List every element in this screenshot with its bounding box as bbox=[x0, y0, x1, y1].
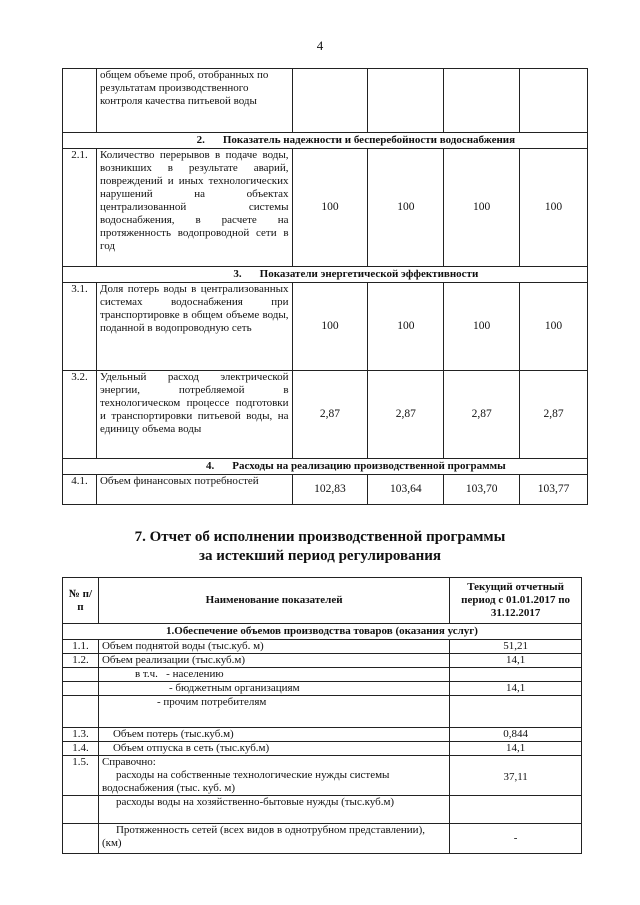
row-number: 3.2. bbox=[63, 371, 97, 459]
row-number: 3.1. bbox=[63, 283, 97, 371]
indicator-name: Объем реализации (тыс.куб.м) bbox=[98, 654, 449, 668]
section-heading-line2: за истекший период регулирования bbox=[198, 548, 442, 564]
table-row bbox=[63, 654, 582, 668]
indicator-name: Протяженность сетей (всех видов в однотрубном представлении), (км) bbox=[98, 824, 449, 854]
value-cell: 100 bbox=[444, 149, 520, 267]
indicator-text: Количество перерывов в подаче воды, возникших в результате аварий, повреждений и иных технологических нарушений на объектах централизованной системы водоснабжения, в расчете на протяженность водопроводной сети в год bbox=[96, 149, 292, 267]
table-header-row bbox=[63, 578, 582, 624]
section-number: 3. bbox=[233, 268, 242, 280]
table-row bbox=[63, 149, 588, 267]
table-row bbox=[63, 696, 582, 728]
table-row bbox=[63, 69, 588, 133]
indicator-name: - бюджетным организациям bbox=[98, 682, 449, 696]
value-cell: 2,87 bbox=[368, 371, 444, 459]
indicators-table bbox=[62, 68, 588, 505]
value-cell: 14,1 bbox=[450, 682, 582, 696]
value-cell: 103,64 bbox=[368, 475, 444, 505]
row-number: 1.5. bbox=[63, 756, 99, 796]
indicator-text: Доля потерь воды в централизованных системах водоснабжения при транспортировке в общем объеме воды, поданной в водопроводную сеть bbox=[96, 283, 292, 371]
value-cell: 100 bbox=[368, 149, 444, 267]
value-cell: 102,83 bbox=[292, 475, 368, 505]
indicator-text: Объем финансовых потребностей bbox=[96, 475, 292, 505]
value-cell: 51,21 bbox=[450, 640, 582, 654]
table-row bbox=[63, 824, 582, 854]
value-cell: 2,87 bbox=[444, 371, 520, 459]
value-cell: 14,1 bbox=[450, 654, 582, 668]
value-cell bbox=[450, 696, 582, 728]
table-row bbox=[63, 371, 588, 459]
section-title: Показатели энергетической эффективности bbox=[259, 268, 479, 280]
indicator-name: в т.ч. - населению bbox=[98, 668, 449, 682]
table-row bbox=[63, 742, 582, 756]
row-number: 4.1. bbox=[63, 475, 97, 505]
value-cell: 103,70 bbox=[444, 475, 520, 505]
row-number: 1.2. bbox=[63, 654, 99, 668]
section-row bbox=[63, 133, 588, 149]
indicator-text: Удельный расход электрической энергии, потребляемой в технологическом процессе подготовки и транспортировки питьевой воды, на единицу объема воды bbox=[96, 371, 292, 459]
value-cell: 100 bbox=[520, 149, 588, 267]
section-title: Показатель надежности и бесперебойности водоснабжения bbox=[222, 134, 516, 146]
header-name: Наименование показателей bbox=[98, 578, 449, 624]
table-row bbox=[63, 475, 588, 505]
value-cell: 14,1 bbox=[450, 742, 582, 756]
indicator-name: - прочим потребителям bbox=[98, 696, 449, 728]
report-table bbox=[62, 577, 582, 854]
value-cell: 0,844 bbox=[450, 728, 582, 742]
header-period: Текущий отчетный период с 01.01.2017 по 31.12.2017 bbox=[450, 578, 582, 624]
indicator-name: Объем потерь (тыс.куб.м) bbox=[98, 728, 449, 742]
indicator-title: Справочно: bbox=[101, 756, 156, 768]
section-title: Расходы на реализацию производственной программы bbox=[232, 460, 506, 472]
value-cell: 103,77 bbox=[520, 475, 588, 505]
section-number: 2. bbox=[196, 134, 205, 146]
section-row bbox=[63, 459, 588, 475]
row-number: 1.4. bbox=[63, 742, 99, 756]
value-cell: 100 bbox=[292, 283, 368, 371]
section-title: 1.Обеспечение объемов производства товаров (оказания услуг) bbox=[63, 624, 582, 640]
indicator-text: общем объеме проб, отобранных по результатам производственного контроля качества питьевой воды bbox=[96, 69, 292, 133]
value-cell: 100 bbox=[444, 283, 520, 371]
row-number: 1.1. bbox=[63, 640, 99, 654]
indicator-name: Объем поднятой воды (тыс.куб. м) bbox=[98, 640, 449, 654]
row-number: 2.1. bbox=[63, 149, 97, 267]
table-row bbox=[63, 756, 582, 796]
indicator-name: расходы воды на хозяйственно-бытовые нужды (тыс.куб.м) bbox=[98, 796, 449, 824]
value-cell: 2,87 bbox=[292, 371, 368, 459]
section-row bbox=[63, 624, 582, 640]
section-number: 4. bbox=[206, 460, 215, 472]
table-row bbox=[63, 668, 582, 682]
indicator-name: Объем отпуска в сеть (тыс.куб.м) bbox=[98, 742, 449, 756]
table-row bbox=[63, 682, 582, 696]
row-number: 1.3. bbox=[63, 728, 99, 742]
value-cell bbox=[450, 668, 582, 682]
value-cell: 100 bbox=[368, 283, 444, 371]
page-number: 4 bbox=[316, 38, 324, 53]
value-cell: 100 bbox=[520, 283, 588, 371]
value-cell bbox=[450, 796, 582, 824]
section-heading-line1: 7. Отчет об исполнении производственной программы bbox=[134, 529, 506, 545]
table-row bbox=[63, 640, 582, 654]
section-row bbox=[63, 267, 588, 283]
value-cell: 100 bbox=[292, 149, 368, 267]
table-row bbox=[63, 796, 582, 824]
table-row bbox=[63, 283, 588, 371]
value-cell: 37,11 bbox=[450, 756, 582, 796]
value-cell: - bbox=[450, 824, 582, 854]
indicator-name: расходы на собственные технологические нужды системы водоснабжения (тыс. куб. м) bbox=[101, 769, 390, 794]
table-row bbox=[63, 728, 582, 742]
header-num: № п/п bbox=[63, 578, 99, 624]
value-cell: 2,87 bbox=[520, 371, 588, 459]
